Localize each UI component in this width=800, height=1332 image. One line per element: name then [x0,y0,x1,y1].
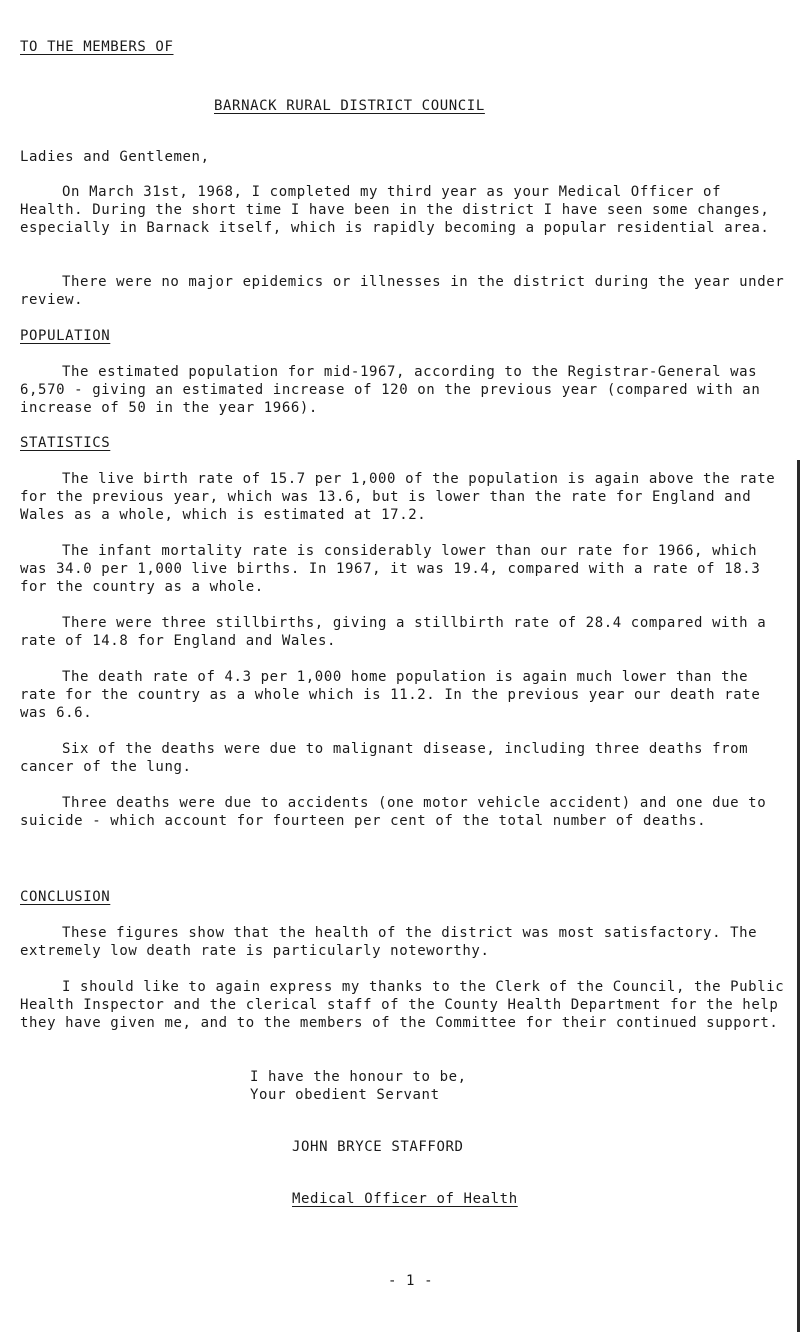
intro-paragraph-1: On March 31st, 1968, I completed my third year as your Medical Officer of Health. During the short time I have been in the district I have seen some changes, especially in Barnack itself, which is rapidly becoming a popular residential area. [20,184,770,236]
intro-paragraph-2: There were no major epidemics or illnesses in the district during the year under review. [20,274,785,308]
conclusion-paragraph-2: I should like to again express my thanks to the Clerk of the Council, the Public Health Inspector and the clerical staff of the County Health Department for the help they have given me, and to the members of the Committee for their continued support. [20,979,785,1031]
statistics-paragraph-6: Three deaths were due to accidents (one motor vehicle accident) and one due to suicide - which account for fourteen per cent of the total number of deaths. [20,795,767,829]
statistics-paragraph-3: There were three stillbirths, giving a stillbirth rate of 28.4 compared with a rate of 14.8 for England and Wales. [20,615,767,649]
population-heading: POPULATION [20,328,111,344]
statistics-paragraph-4: The death rate of 4.3 per 1,000 home population is again much lower than the rate for the country as a whole which is 11.2. In the previous year our death rate was 6.6. [20,669,761,721]
council-heading: BARNACK RURAL DISTRICT COUNCIL [214,98,485,114]
statistics-paragraph-5: Six of the deaths were due to malignant disease, including three deaths from cancer of the lung. [20,741,749,775]
salutation: Ladies and Gentlemen, [20,149,210,165]
conclusion-paragraph-1: These figures show that the health of the district was most satisfactory. The extremely low death rate is particularly noteworthy. [20,925,758,959]
page-number: - 1 - [388,1273,434,1289]
signatory-name: JOHN BRYCE STAFFORD [292,1139,464,1155]
signoff-line-2: Your obedient Servant [250,1087,440,1103]
statistics-paragraph-2: The infant mortality rate is considerably lower than our rate for 1966, which was 34.0 per 1,000 live births. In 1967, it was 19.4, compared with a rate of 18.3 for the country as a whole. [20,543,761,595]
statistics-paragraph-1: The live birth rate of 15.7 per 1,000 of the population is again above the rate for the previous year, which was 13.6, but is lower than the rate for England and Wales as a whole, which is estimated at 17.2. [20,471,776,523]
statistics-heading: STATISTICS [20,435,111,451]
signoff-line-1: I have the honour to be, [250,1069,467,1085]
addressee-heading: TO THE MEMBERS OF [20,39,174,55]
population-paragraph: The estimated population for mid-1967, according to the Registrar-General was 6,570 - giving an estimated increase of 120 on the previous year (compared with an increase of 50 in the year 1966). [20,364,761,416]
conclusion-heading: CONCLUSION [20,889,111,905]
signatory-title: Medical Officer of Health [292,1191,518,1207]
